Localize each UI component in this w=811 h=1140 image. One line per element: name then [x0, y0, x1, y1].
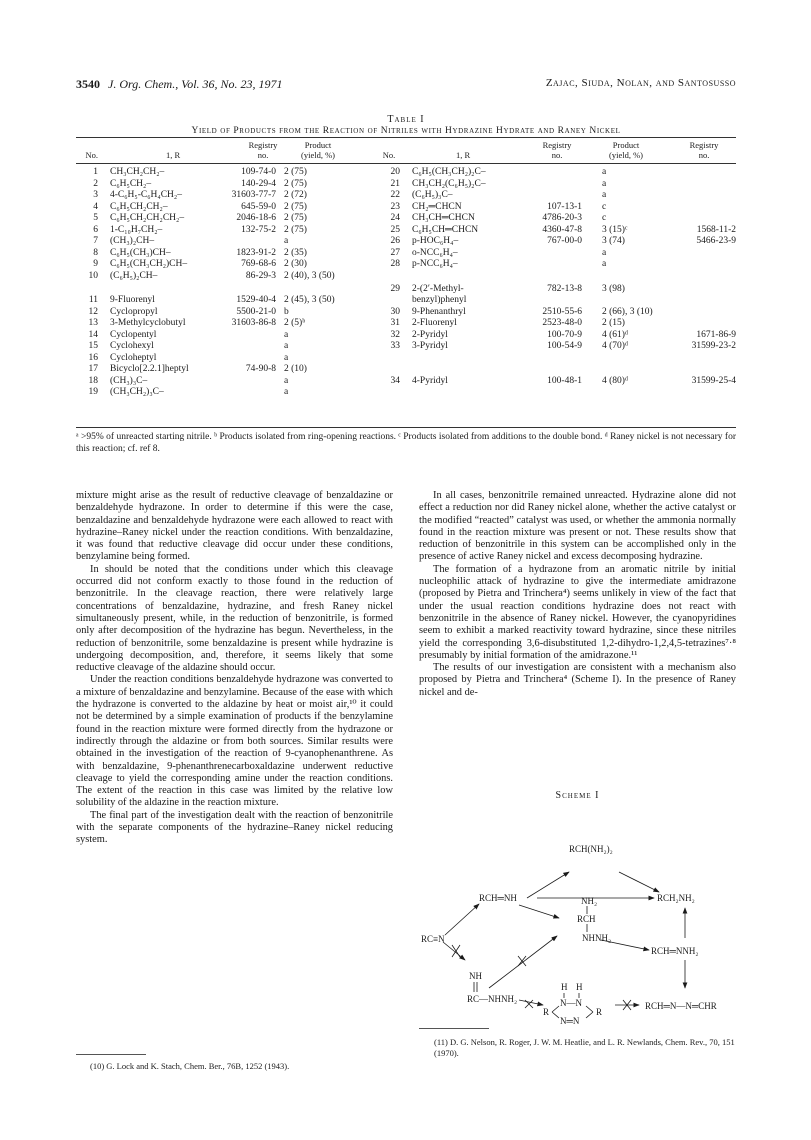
row-left-r: CH₃CH₂CH₂–: [110, 167, 165, 177]
row-left-no: 7: [93, 236, 98, 246]
row-right-product: 2 (15): [602, 318, 625, 328]
col-header-yield-2: (yield, %): [609, 150, 643, 160]
cross-mark-1: [452, 945, 460, 957]
data-table: [76, 138, 736, 423]
label-ring-r-left: R: [543, 1007, 550, 1017]
right-paragraph-3: The results of our investigation are consistent with a mechanism also proposed by Pietra and Trinchera⁴ (Scheme I). In the presence of Raney nickel and de-: [419, 662, 736, 698]
row-right-r: o-NCC₆H₄–: [412, 247, 458, 258]
row-left-product: a: [284, 329, 289, 340]
row-left-registry: 769-68-6: [241, 259, 276, 269]
left-paragraph-2: In should be noted that the conditions under which this cleavage occurred did not conform exactly to those found in the reduction of benzonitrile. In the cleavage reaction, there were relatively large concentrations of benzaldazine, hydrazine, and fresh Raney nickel simultaneously present, while, in the reduction of benzonitrile, is formed only after decomposition of the hydrazine has begun. Nevertheless, in the reduction of benzonitrile, some benzaldazine is present while hydrazine is undergoing decomposition, and, therefore, it seems likely that some reductive cleavage of the aldazine should occur.: [76, 563, 393, 674]
row-left-no: 2: [93, 178, 98, 189]
row-left-r: C₆H₅CH₂CH₂–: [110, 201, 168, 212]
header-left: [76, 77, 283, 92]
row-left-registry: 31603-86-8: [231, 318, 276, 328]
table-header-rule: [76, 163, 736, 164]
row-right-r: CH₃CH₂(C₆H₅)₂C–: [412, 178, 486, 189]
row-right-no: 24: [390, 213, 400, 223]
label-rch: RCH: [577, 914, 596, 924]
col-header-registry-no: no.: [257, 150, 269, 160]
row-left-no: 10: [88, 270, 98, 281]
reaction-scheme: [419, 800, 739, 1025]
row-left-product: a: [284, 387, 289, 397]
row-left-product: 2 (30): [284, 259, 307, 269]
row-left-no: 6: [93, 224, 98, 235]
row-right-no: 20: [390, 167, 400, 177]
row-left-r: C₆H₅CH₂CH₂CH₂–: [110, 213, 185, 223]
journal-citation: J. Org. Chem., Vol. 36, No. 23, 1971: [108, 77, 283, 91]
row-left-r: 9-Fluorenyl: [110, 295, 155, 305]
arrow-nitrile-to-amidrazone: [443, 942, 465, 960]
row-left-product: 2 (40), 3 (50): [284, 270, 335, 281]
row-left-product: 2 (75): [284, 178, 307, 189]
row-right-product: 2 (66), 3 (10): [602, 306, 653, 317]
row-left-product: 2 (75): [284, 201, 307, 212]
row-left-r: (CH₃)₂CH–: [110, 236, 155, 246]
row-right-no: 25: [390, 224, 400, 235]
row-left-product: b: [284, 306, 289, 317]
left-paragraph-1: mixture might arise as the result of reductive cleavage of benzaldazine or benzaldehyde hydrazone. In order to determine if this were the case, benzaldazine and benzaldehyde hydrazone were each allowed to react with hydrazine–Raney nickel under the reaction conditions. With benzaldazine, it was found that reductive cleavage did occur under these conditions, benzylamine being formed.: [76, 490, 393, 563]
row-right-r: benzyl)phenyl: [412, 295, 467, 305]
row-right-registry: 4360-47-8: [542, 224, 582, 235]
row-right-no: 34: [390, 375, 400, 386]
row-right-product: c: [602, 213, 607, 223]
row-right-no: 27: [390, 247, 400, 258]
label-ring-n-top: N—N: [560, 998, 582, 1008]
row-left-registry: 109-74-0: [241, 167, 276, 177]
row-left-no: 12: [88, 306, 98, 317]
ring-left-upper: [552, 1006, 559, 1012]
row-left-registry: 1529-40-4: [236, 295, 276, 305]
arrow-imine-to-aminohydrazine: [519, 905, 559, 918]
row-right-no: 28: [390, 259, 400, 269]
row-right-no: 29: [390, 283, 400, 294]
arrow-nitrile-to-imine: [445, 904, 479, 935]
row-right-registry: 100-70-9: [547, 329, 582, 340]
col-header-product: Product: [304, 140, 332, 150]
row-left-r: Bicyclo[2.2.1]heptyl: [110, 364, 189, 374]
label-diamine: RCH(NH₂)₂: [569, 844, 613, 854]
row-right-product: 3 (98): [602, 283, 625, 294]
row-left-r: Cyclopropyl: [110, 306, 158, 317]
scheme-title: Scheme I: [555, 790, 600, 801]
row-right-no: 21: [390, 178, 400, 189]
page-number: 3540: [76, 77, 100, 91]
row-left-r: 1-C₁₀H₇CH₂–: [110, 224, 163, 235]
col-header-no: No.: [85, 150, 98, 160]
left-paragraph-4: The final part of the investigation dealt with the reaction of benzonitrile with the separate components of the hydrazine–Raney nickel reducing system.: [76, 809, 393, 846]
row-right-r: p-NCC₆H₄–: [412, 259, 458, 269]
row-left-no: 18: [88, 375, 98, 386]
row-right-r: 2-Pyridyl: [412, 329, 448, 340]
row-left-product: a: [284, 236, 289, 246]
row-left-r: Cyclopentyl: [110, 329, 157, 340]
right-paragraph-1: In all cases, benzonitrile remained unreacted. Hydrazine alone did not effect a reduction nor did Raney nickel alone, whether the active catalyst or the modified “reacted” catalyst was used, or whether the ammonia normally found in the reaction mixture was present or not. These results show that reduction of benzonitrile in this system can be accomplished only in the presence of active Raney nickel and excess decomposing hydrazine.: [419, 490, 736, 563]
row-left-no: 5: [93, 213, 98, 223]
left-paragraph-3: Under the reaction conditions benzaldehyde hydrazone was converted to a mixture of benzaldazine and benzylamine. Because of the ease with which the hydrazone is converted to the aldazine by heat or moist air,¹⁰ it could not be determined by a simple examination of products if the benzylamine found in the reaction mixture were formed directly from the hydrazone or indirectly through the aldazine or from both sources. Similar results were obtained in the investigation of the reaction of 9-cyanophenanthrene. As with benzaldazine, 9-phenanthrenecarboxaldazine underwent reductive cleavage to yield the corresponding amine under the reaction conditions. The extent of the reaction in this case was limited by the relative low solubility of the aldazine in the reaction mixture.: [76, 674, 393, 809]
row-right-registry-product: 1671-86-9: [696, 329, 736, 340]
row-right-registry: 100-54-9: [547, 341, 582, 351]
table-footnote: ᵃ >95% of unreacted starting nitrile. ᵇ Products isolated from ring-opening reactions. ᶜ Products isolated from additions to the double bond. ᵈ Raney nickel is not necessary for this reaction; cf. ref 8.: [76, 432, 736, 454]
row-right-product: a: [602, 178, 607, 189]
row-right-r: CH₂═CHCN: [412, 201, 462, 212]
row-right-r: 2-(2′-Methyl-: [412, 283, 464, 294]
row-right-no: 26: [390, 236, 400, 246]
row-right-product: 4 (61)ᵈ: [602, 329, 628, 340]
row-left-registry: 645-59-0: [241, 201, 276, 212]
ring-right-lower: [586, 1012, 593, 1018]
row-left-no: 9: [93, 259, 98, 269]
row-right-product: a: [602, 247, 607, 258]
row-left-registry: 86-29-3: [245, 270, 276, 281]
row-left-r: C₆H₅(CH₃)CH–: [110, 247, 171, 258]
footnote-ref-10: (10) G. Lock and K. Stach, Chem. Ber., 76B, 1252 (1943).: [90, 1061, 290, 1071]
row-right-r: 2-Fluorenyl: [412, 318, 457, 328]
row-right-r: 4-Pyridyl: [412, 375, 448, 386]
label-h1: H: [561, 982, 568, 992]
label-amine: RCH₂NH₂: [657, 893, 695, 903]
row-left-product: 2 (72): [284, 190, 307, 200]
col-header-registry-2: Registry: [542, 140, 572, 150]
col-header-registry-no-3: no.: [698, 150, 710, 160]
row-right-no: 31: [390, 318, 400, 328]
row-right-r: C₆H₅(CH₃CH₂)₂C–: [412, 167, 486, 177]
row-left-product: 2 (75): [284, 167, 307, 177]
row-left-product: a: [284, 352, 289, 363]
row-left-registry: 31603-77-7: [231, 190, 276, 200]
row-left-no: 4: [93, 201, 98, 212]
col-header-registry-3: Registry: [689, 140, 719, 150]
row-left-registry: 74-90-8: [245, 364, 276, 374]
row-right-product: 4 (80)ᵈ: [602, 375, 628, 386]
row-right-registry: 2523-48-0: [542, 318, 582, 328]
row-left-registry: 2046-18-6: [236, 213, 276, 223]
table-caption: Yield of Products from the Reaction of Nitriles with Hydrazine Hydrate and Raney Nickel: [191, 126, 621, 136]
label-h2: H: [576, 982, 583, 992]
row-left-r: C₆H₅(CH₃CH₂)CH–: [110, 259, 188, 269]
cross-mark-3: [525, 1000, 533, 1008]
row-right-r: CH₃CH═CHCN: [412, 213, 475, 223]
row-left-r: Cycloheptyl: [110, 352, 157, 363]
col-header-no-2: No.: [382, 150, 396, 160]
row-right-registry-product: 31599-25-4: [691, 375, 736, 386]
row-right-no: 32: [390, 329, 400, 340]
label-ring-r-right: R: [596, 1007, 603, 1017]
row-right-no: 22: [390, 190, 400, 200]
table-label: Table I: [387, 114, 425, 125]
table-bottom-rule: [76, 427, 736, 428]
row-left-r: C₆H₅CH₂–: [110, 178, 152, 189]
row-left-r: Cyclohexyl: [110, 341, 154, 351]
row-left-registry: 1823-91-2: [236, 247, 276, 258]
row-left-no: 17: [88, 364, 98, 374]
ring-left-lower: [552, 1012, 559, 1018]
col-header-registry-no-2: no.: [551, 150, 563, 160]
row-left-product: a: [284, 341, 289, 351]
row-left-no: 16: [88, 352, 98, 363]
row-right-registry: 107-13-1: [547, 201, 582, 212]
row-right-product: a: [602, 167, 607, 177]
row-right-product: c: [602, 201, 607, 212]
label-nhnh2: NHNH₂: [582, 933, 612, 943]
row-left-no: 14: [88, 329, 98, 340]
left-footnote-rule: [76, 1054, 146, 1055]
label-hydrazone: RCH═NNH₂: [651, 946, 699, 956]
row-left-registry: 132-75-2: [241, 224, 276, 235]
row-right-product: a: [602, 259, 607, 269]
row-left-no: 11: [88, 295, 98, 305]
row-right-registry-product: 5466-23-9: [696, 236, 736, 246]
row-right-no: 33: [390, 341, 400, 351]
row-right-registry: 4786-20-3: [542, 213, 582, 223]
col-header-r-2: 1, R: [456, 150, 471, 160]
label-amidrazone: RC—NHNH₂: [467, 994, 518, 1004]
label-azine: RCH═N—N═CHR: [645, 1001, 717, 1011]
row-right-product: 4 (70)ᵈ: [602, 341, 628, 351]
header-authors: Zajac, Siuda, Nolan, and Santosusso: [545, 77, 736, 89]
row-left-no: 8: [93, 247, 98, 258]
row-right-product: a: [602, 190, 607, 200]
running-header: [76, 77, 736, 95]
arrow-diamine-to-amine: [619, 872, 659, 892]
ring-right-upper: [586, 1006, 593, 1012]
row-left-no: 19: [88, 387, 98, 397]
row-left-r: 3-Methylcyclobutyl: [110, 318, 186, 328]
row-left-r: (CH₃)₃C–: [110, 375, 148, 386]
row-right-registry: 767-00-0: [547, 236, 582, 246]
right-paragraph-2: The formation of a hydrazone from an aromatic nitrile by initial nucleophilic attack of hydrazine to give the intermediate amidrazone (proposed by Pietra and Trinchera⁴) seems unlikely in view of the fact that under the usual reaction conditions hydrazine does not react with benzonitrile in the absence of Raney nickel. However, the cyanopyridines seem to exhibit a marked reactivity toward hydrazine, since these nitriles yield the corresponding 3,6-disubstituted 1,2-dihydro-1,2,4,5-tetrazines⁷·⁸ presumably by initial formation of the amidrazone.¹¹: [419, 563, 736, 661]
row-right-registry: 782-13-8: [547, 283, 582, 294]
row-left-no: 1: [93, 167, 98, 177]
row-right-registry-product: 1568-11-2: [696, 224, 736, 235]
label-ring-n-bottom: N═N: [560, 1016, 580, 1025]
row-left-product: 2 (45), 3 (50): [284, 295, 335, 305]
row-left-r: 4-C₆H₅-C₆H₄CH₂–: [110, 190, 182, 200]
arrow-imine-to-diamine: [527, 872, 569, 898]
col-header-r: 1, R: [166, 150, 181, 160]
row-left-no: 15: [88, 341, 98, 351]
row-left-product: a: [284, 375, 289, 386]
row-right-registry-product: 31599-23-2: [691, 341, 736, 351]
row-left-product: 2 (75): [284, 213, 307, 223]
row-right-registry: 100-48-1: [547, 375, 582, 386]
row-right-r: p-HOC₆H₄–: [412, 236, 459, 246]
col-header-yield: (yield, %): [301, 150, 335, 160]
row-left-product: 2 (35): [284, 247, 307, 258]
row-right-r: C₆H₅CH═CHCN: [412, 224, 479, 235]
label-imine: RCH═NH: [479, 893, 517, 903]
row-left-r: (CH₃CH₂)₃C–: [110, 387, 164, 397]
col-header-registry: Registry: [248, 140, 278, 150]
label-nh2: NH₂: [581, 896, 598, 906]
row-right-product: 3 (74): [602, 236, 625, 246]
row-left-no: 13: [88, 318, 98, 328]
row-right-no: 30: [390, 306, 400, 317]
col-header-product-2: Product: [612, 140, 640, 150]
row-left-registry: 5500-21-0: [236, 306, 276, 317]
row-right-product: 3 (15)ᶜ: [602, 224, 628, 235]
label-nh: NH: [469, 971, 482, 981]
row-left-registry: 140-29-4: [241, 178, 276, 189]
row-left-product: 2 (10): [284, 364, 307, 374]
row-left-r: (C₆H₅)₂CH–: [110, 270, 158, 281]
row-right-registry: 2510-55-6: [542, 306, 582, 317]
row-right-no: 23: [390, 201, 400, 212]
right-column: [419, 490, 736, 699]
footnote-ref-11: (11) D. G. Nelson, R. Roger, J. W. M. Heatlie, and L. R. Newlands, Chem. Rev., 70, 151 (1970).: [434, 1037, 735, 1058]
row-left-product: 2 (5)ᵇ: [284, 318, 306, 328]
row-right-r: 3-Pyridyl: [412, 341, 448, 351]
right-footnote-rule: [419, 1028, 489, 1029]
label-nitrile: RC≡N: [421, 934, 445, 944]
row-left-no: 3: [93, 190, 98, 200]
left-column: [76, 490, 393, 847]
row-right-r: (C₆H₅)₃C–: [412, 190, 453, 200]
row-right-r: 9-Phenanthryl: [412, 306, 466, 317]
row-left-product: 2 (75): [284, 224, 307, 235]
